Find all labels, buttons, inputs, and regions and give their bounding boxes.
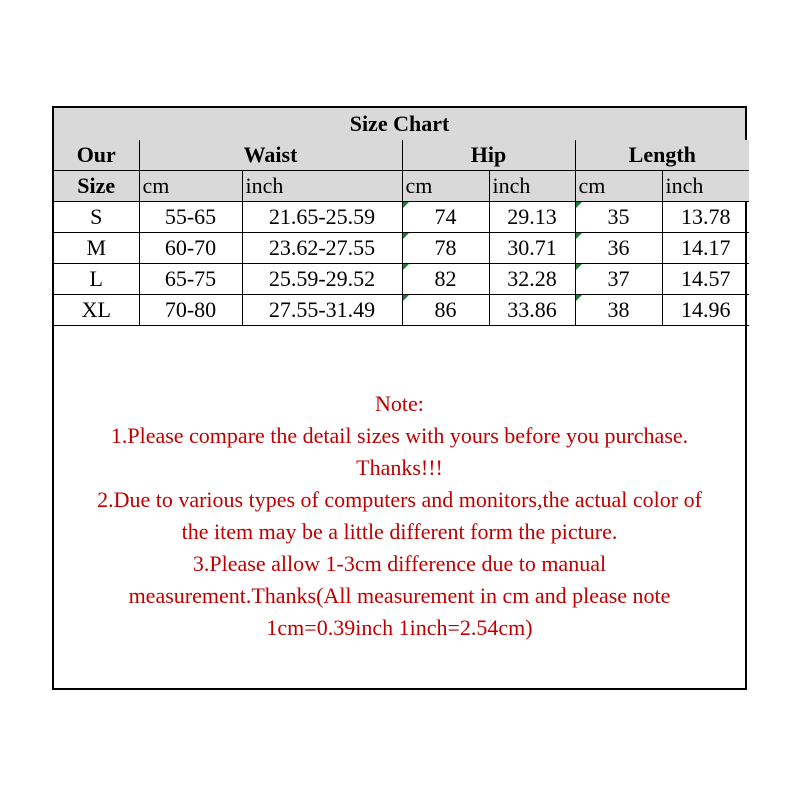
size-chart — [52, 106, 747, 690]
note-line: 1cm=0.39inch 1inch=2.54cm) — [266, 615, 533, 640]
header-length-inch: inch — [662, 171, 749, 202]
header-length: Length — [575, 140, 749, 171]
header-length-cm: cm — [575, 171, 662, 202]
length-inch-cell: 13.78 — [662, 202, 749, 233]
header-row-units — [54, 171, 749, 202]
size-table — [54, 140, 749, 326]
hip-cm-cell: 74 — [402, 202, 489, 233]
length-inch-cell: 14.96 — [662, 295, 749, 326]
header-waist-cm: cm — [139, 171, 242, 202]
hip-cm-cell: 86 — [402, 295, 489, 326]
note-line: measurement.Thanks(All measurement in cm and please note — [128, 583, 671, 608]
length-cm-cell: 35 — [575, 202, 662, 233]
waist-inch-cell: 23.62-27.55 — [242, 233, 402, 264]
note-line: the item may be a little different form the picture. — [181, 519, 618, 544]
size-cell: S — [54, 202, 139, 233]
header-size: Size — [54, 171, 139, 202]
note-line: Thanks!!! — [356, 455, 443, 480]
hip-cm-cell: 78 — [402, 233, 489, 264]
waist-inch-cell: 27.55-31.49 — [242, 295, 402, 326]
table-row — [54, 264, 749, 295]
table-row — [54, 233, 749, 264]
length-cm-cell: 37 — [575, 264, 662, 295]
hip-inch-cell: 33.86 — [489, 295, 575, 326]
length-inch-cell: 14.17 — [662, 233, 749, 264]
header-waist-inch: inch — [242, 171, 402, 202]
chart-title: Size Chart — [54, 108, 745, 142]
size-cell: XL — [54, 295, 139, 326]
waist-cm-cell: 65-75 — [139, 264, 242, 295]
header-waist: Waist — [139, 140, 402, 171]
waist-inch-cell: 25.59-29.52 — [242, 264, 402, 295]
notes-block — [54, 388, 745, 644]
waist-inch-cell: 21.65-25.59 — [242, 202, 402, 233]
header-hip-cm: cm — [402, 171, 489, 202]
table-row — [54, 202, 749, 233]
hip-cm-cell: 82 — [402, 264, 489, 295]
note-heading: Note: — [375, 391, 424, 416]
hip-inch-cell: 29.13 — [489, 202, 575, 233]
note-line: 2.Due to various types of computers and monitors,the actual color of — [97, 487, 702, 512]
header-row-groups — [54, 140, 749, 171]
header-hip-inch: inch — [489, 171, 575, 202]
length-cm-cell: 38 — [575, 295, 662, 326]
table-row — [54, 295, 749, 326]
waist-cm-cell: 70-80 — [139, 295, 242, 326]
length-cm-cell: 36 — [575, 233, 662, 264]
hip-inch-cell: 30.71 — [489, 233, 575, 264]
header-our: Our — [54, 140, 139, 171]
header-hip: Hip — [402, 140, 575, 171]
size-cell: M — [54, 233, 139, 264]
waist-cm-cell: 60-70 — [139, 233, 242, 264]
size-cell: L — [54, 264, 139, 295]
waist-cm-cell: 55-65 — [139, 202, 242, 233]
note-line: 1.Please compare the detail sizes with yours before you purchase. — [110, 423, 689, 448]
hip-inch-cell: 32.28 — [489, 264, 575, 295]
length-inch-cell: 14.57 — [662, 264, 749, 295]
note-line: 3.Please allow 1-3cm difference due to manual — [192, 551, 607, 576]
